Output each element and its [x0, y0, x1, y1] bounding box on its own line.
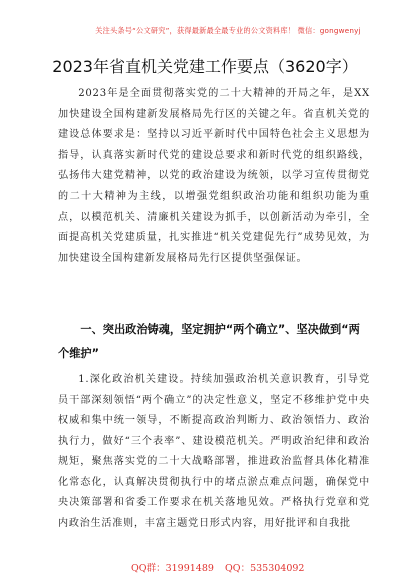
section-1-heading: 一、突出政治铸魂，坚定拥护“两个确立”、坚决做到“两个维护”	[58, 323, 360, 360]
intro-paragraph: 2023年是全面贯彻落实党的二十大精神的开局之年，是XX加快建设全国构建新发展格局先行区的关键之年。省直机关党的建设总体要求是：坚持以习近平新时代中国特色社会主义思想为指导，认真落实新时代党的建设总要求和新时代党的组织路线，弘扬伟大建党精神，以党的政治建设为统领，以学习宣传贯彻党的二十大精神为主线，以增强党组织政治功能和组织功能为重点，以模范机关、清廉机关建设为抓手，以创新活动为牵引，全面提高机关党建质量，扎实推进“机关党建促先行”成势见效，为加快建设全国构建新发展格局先行区提供坚强保证。	[58, 88, 370, 264]
page-title: 2023年省直机关党建工作要点（3620字）	[52, 57, 358, 76]
qq-number: QQ：535304092	[225, 563, 305, 574]
qq-group-number: QQ群：31991489	[131, 563, 214, 574]
promo-banner: 关注头条号“公文研究”，获得最新最全最专业的公文资料库！ 微信：gongwenyj	[95, 26, 361, 35]
footer	[0, 560, 408, 574]
intro-section	[58, 84, 370, 269]
section-1-body	[58, 370, 370, 534]
section-1-paragraph: 1.深化政治机关建设。持续加强政治机关意识教育，引导党员干部深刻领悟“两个确立”的决定性意义，坚定不移维护党中央权威和集中统一领导，不断提高政治判断力、政治领悟力、政治执行力，做好“三个表率”、建设模范机关。严明政治纪律和政治规矩，聚焦落实党的二十大战略部署，推进政治监督具体化精准化常态化，认真解决贯彻执行中的堵点淤点难点问题，确保党中央决策部署和省委工作要求在机关落地见效。严格执行党章和党内政治生活准则，丰富主题党日形式内容，用好批评和自我批	[58, 374, 370, 529]
